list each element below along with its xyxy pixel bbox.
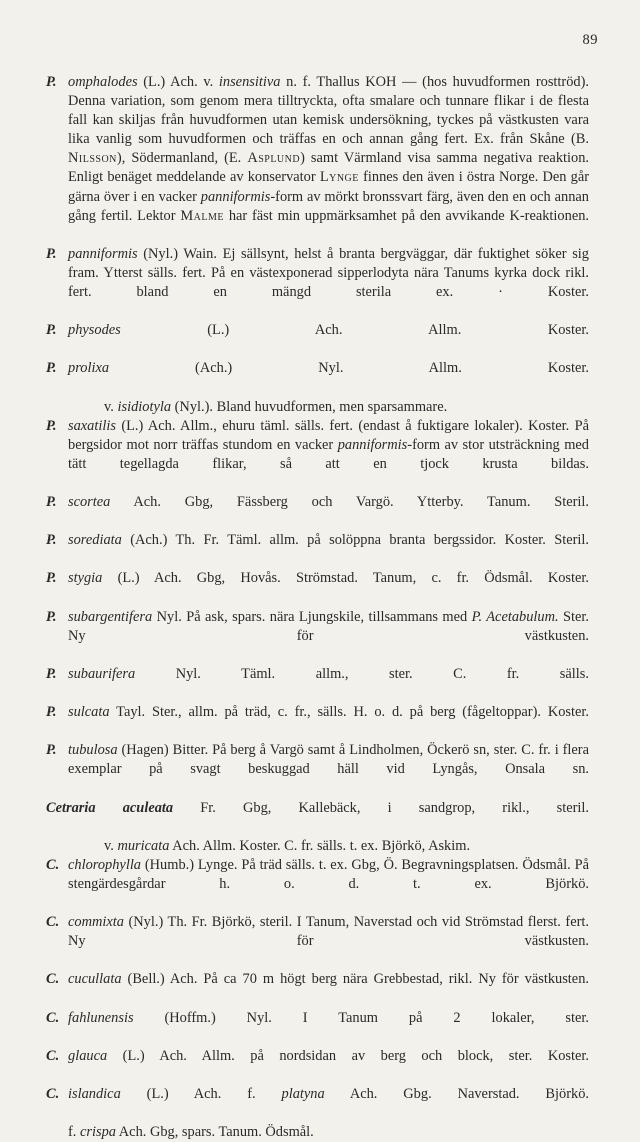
entry-text: (L.) Ach. Allm. Koster. (120, 322, 589, 339)
genus-abbrev: P. (46, 360, 57, 377)
genus-abbrev: C. (46, 971, 60, 988)
entry-muricata (46, 837, 589, 856)
form-name: panniformis (337, 436, 408, 453)
entry-stygia (46, 569, 589, 607)
entry-text: Ach. Gbg. Naverstad. Björkö. (324, 1085, 589, 1102)
genus-abbrev: P. (46, 570, 57, 587)
entry-chlorophylla (46, 856, 589, 913)
variety-prefix: v. (104, 837, 118, 854)
entry-cucullata (46, 970, 589, 1008)
genus-abbrev: P. (46, 494, 57, 511)
species-name: saxatilis (68, 417, 116, 434)
entry-text: (L.) Ach. Allm., ehuru täml. sälls. fert. (endast å fuktigare lokaler). Koster. På bergsidor mot norr träffas stundom en vacker (68, 417, 589, 453)
entry-saxatilis (46, 417, 589, 493)
entry-text: har fäst min uppmärksamhet på den avvikande K-reaktionen. (224, 207, 589, 224)
form-name: crispa (80, 1124, 116, 1141)
entry-text: Nyl. På ask, spars. nära Ljungskile, tillsammans med (152, 608, 472, 625)
genus-abbrev: C. (46, 856, 60, 873)
entry-text: (Ach.) Nyl. Allm. Koster. (109, 360, 589, 377)
entry-isidiotyla (46, 398, 589, 417)
genus-abbrev: C. (46, 1047, 60, 1064)
species-name: chlorophylla (68, 856, 142, 873)
entry-text: ) samt Värmland visa samma negativa reaktion. Enligt benäget meddelande av konservator (68, 150, 589, 186)
form-name: platyna (281, 1085, 325, 1102)
entry-text: Ach. Gbg, spars. Tanum. Ödsmål. (115, 1124, 314, 1141)
variety-name: isidiotyla (117, 398, 172, 415)
entry-text: n. f. Thallus KOH — (hos huvudformen rosttröd). Denna variation, som genom mera tilltryckta, ofta smalare och tunnare flikar i de flesta fall kan skiljas från huvudformen utan kemisk undersökning, tyckes på västkusten vara lika vanlig som huvudformen och träffas en och annan gång fert. Ex. från Skåne (B. (68, 74, 589, 148)
entry-omphalodes (46, 73, 589, 245)
entry-subargentifera (46, 608, 589, 665)
genus-abbrev: C. (46, 914, 60, 931)
entry-text: (Hoffm.) Nyl. I Tanum på 2 lokaler, ster. (133, 1009, 589, 1026)
species-name: commixta (68, 914, 124, 931)
species-name: scortea (68, 494, 111, 511)
entry-text: finnes den även i östra Norge. Den går gärna över i en vacker (68, 169, 590, 205)
genus-abbrev: P. (46, 74, 57, 90)
person-name: Asplund (247, 150, 301, 167)
species-name: subaurifera (68, 665, 136, 682)
associated-species: P. Acetabulum. (471, 608, 559, 625)
entry-text: (L.) Ach. v. (137, 74, 219, 90)
entry-glauca (46, 1047, 589, 1085)
species-name: islandica (68, 1085, 121, 1102)
genus-abbrev: P. (46, 532, 57, 549)
page-number: 89 (582, 32, 598, 48)
entry-crispa (46, 1123, 589, 1142)
variety-name: muricata (117, 837, 170, 854)
genus-abbrev: P. (46, 608, 57, 625)
entry-commixta (46, 913, 589, 970)
entry-text: Tayl. Ster., allm. på träd, c. fr., sälls. H. o. d. på berg (fågeltoppar). Koster. (109, 704, 589, 721)
entry-text: (Nyl.) Wain. Ej sällsynt, helst å branta bergväggar, där fuktighet söker sig fram. Ytterst sälls. fert. På en västexponerad sipperlodyta nära Tanums kyrka dock rikl. fert. bland en mängd sterila ex. · Koster. (68, 245, 589, 301)
entry-text: (Bell.) Ach. På ca 70 m högt berg nära Grebbestad, rikl. Ny för västkusten. (121, 971, 589, 988)
entry-text: (Humb.) Lynge. På träd sälls. t. ex. Gbg, Ö. Begravningsplatsen. Ödsmål. På stengärdesgårdar h. o. d. t. ex. Björkö. (68, 856, 589, 892)
genus-abbrev: P. (46, 417, 57, 434)
entry-cetraria-aculeata (46, 799, 589, 837)
entry-text: -form av stor utsträckning med tätt tegellagda flikar, så att en tjock krusta bildas. (68, 436, 589, 472)
species-name: prolixa (68, 360, 110, 377)
species-name: tubulosa (68, 742, 118, 759)
genus-abbrev: C. (46, 1085, 60, 1102)
entry-text: Nyl. Täml. allm., ster. C. fr. sälls. (135, 665, 589, 682)
genus-abbrev: P. (46, 665, 57, 682)
species-list (46, 73, 589, 1142)
entry-fahlunensis (46, 1009, 589, 1047)
entry-prolixa (46, 359, 589, 397)
species-name: glauca (68, 1047, 108, 1064)
species-name: sulcata (68, 704, 110, 721)
entry-text: Ach. Allm. Koster. C. fr. sälls. t. ex. Björkö, Askim. (169, 837, 471, 854)
genus-abbrev: P. (46, 245, 57, 262)
genus-abbrev: P. (46, 322, 57, 339)
entry-text: (L.) Ach. Allm. på nordsidan av berg och block, ster. Koster. (107, 1047, 589, 1064)
form-name: panniformis (200, 188, 271, 205)
species-name: panniformis (68, 245, 138, 262)
entry-text: Ster. Ny för västkusten. (68, 608, 589, 644)
entry-text: (L.) Ach. f. (120, 1085, 282, 1102)
species-name: omphalodes (68, 74, 138, 90)
entry-text: (L.) Ach. Gbg, Hovås. Strömstad. Tanum, c. fr. Ödsmål. Koster. (102, 570, 589, 587)
entry-text: (Hagen) Bitter. På berg å Vargö samt å Lindholmen, Öckerö sn, ster. C. fr. i flera exemplar på svagt beskuggad häll vid Lyngås, Onsala sn. (68, 742, 589, 778)
species-name: sorediata (68, 532, 122, 549)
entry-sulcata (46, 703, 589, 741)
entry-tubulosa (46, 741, 589, 798)
entry-subaurifera (46, 665, 589, 703)
genus-abbrev: P. (46, 742, 57, 759)
genus-abbrev: C. (46, 1009, 60, 1026)
entry-text: ), Södermanland, (E. (116, 150, 248, 167)
species-name: physodes (68, 322, 121, 339)
person-name: Lynge (319, 169, 359, 186)
species-name: subargentifera (68, 608, 153, 625)
entry-physodes (46, 321, 589, 359)
entry-text: (Ach.) Th. Fr. Täml. allm. på solöppna branta bergssidor. Koster. Steril. (121, 532, 589, 549)
person-name: Malme (180, 207, 224, 224)
form-prefix: f. (68, 1124, 80, 1141)
person-name: Nilsson (68, 150, 117, 167)
entry-text: (Nyl.). Bland huvudformen, men sparsammare. (171, 398, 448, 415)
variety-name: insensitiva (218, 74, 281, 90)
entry-sorediata (46, 531, 589, 569)
entry-text: Fr. Gbg, Kallebäck, i sandgrop, rikl., steril. (173, 799, 589, 816)
species-name: stygia (68, 570, 103, 587)
species-name: Cetraria aculeata (46, 799, 174, 816)
entry-text: Ach. Gbg, Fässberg och Vargö. Ytterby. Tanum. Steril. (110, 494, 589, 511)
entry-text: (Nyl.) Th. Fr. Björkö, steril. I Tanum, Naverstad och vid Strömstad flerst. fert. Ny för västkusten. (68, 914, 589, 950)
entry-islandica (46, 1085, 589, 1123)
species-name: cucullata (68, 971, 122, 988)
genus-abbrev: P. (46, 704, 57, 721)
entry-scortea (46, 493, 589, 531)
variety-prefix: v. (104, 398, 118, 415)
entry-panniformis (46, 245, 589, 321)
species-name: fahlunensis (68, 1009, 134, 1026)
entry-text: -form av mörkt bronssvart färg, även den en och annan gång fertil. Lektor (68, 188, 589, 224)
